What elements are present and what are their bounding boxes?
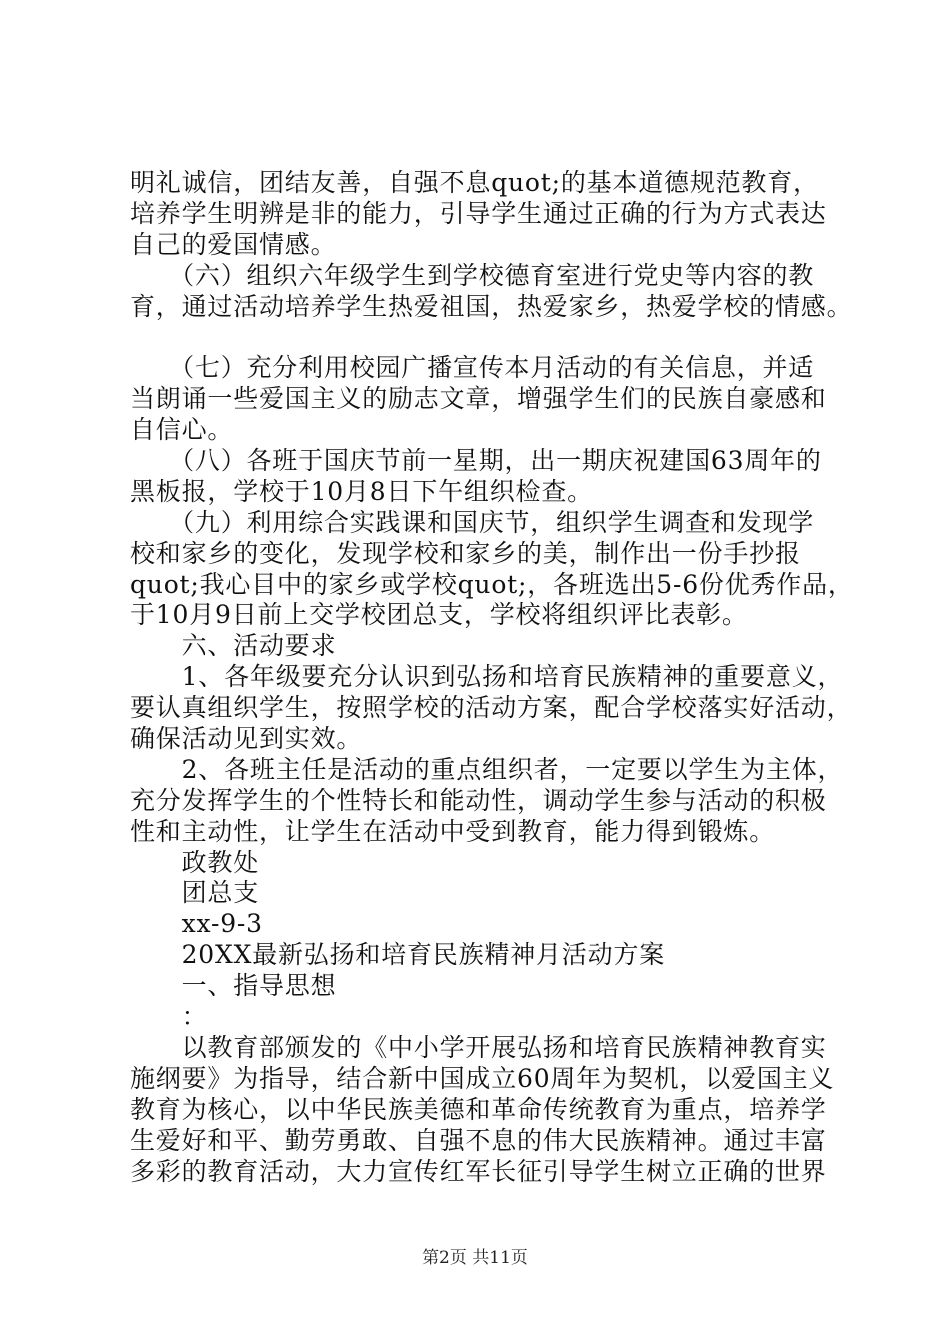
signature-date: xx-9-3 xyxy=(130,909,263,939)
text-line: 自己的爱国情感。 xyxy=(130,229,337,259)
text-line: （八）各班于国庆节前一星期，出一期庆祝建国63周年的 xyxy=(130,446,822,476)
text-line: 培养学生明辨是非的能力，引导学生通过正确的行为方式表达 xyxy=(130,198,827,228)
text-line: 黑板报，学校于10月8日下午组织检查。 xyxy=(130,476,593,506)
signature-office: 政教处 xyxy=(130,847,260,877)
section-heading: 六、活动要求 xyxy=(130,631,337,661)
blank-line xyxy=(130,322,845,353)
text-line: 确保活动见到实效。 xyxy=(130,724,363,754)
page-number-footer: 第2页 共11页 xyxy=(422,1248,528,1268)
text-line: 教育为核心，以中华民族美德和革命传统教育为重点，培养学 xyxy=(130,1094,827,1124)
document-body xyxy=(130,168,854,1187)
text-line: 育，通过活动培养学生热爱祖国，热爱家乡，热爱学校的情感。 xyxy=(130,291,853,321)
text-line: 施纲要》为指导，结合新中国成立60周年为契机，以爱国主义 xyxy=(130,1063,835,1093)
text-line: ： xyxy=(130,1002,208,1032)
text-line: 于10月9日前上交学校团总支，学校将组织评比表彰。 xyxy=(130,600,748,630)
section-heading: 一、指导思想 xyxy=(130,971,337,1001)
text-line: 自信心。 xyxy=(130,415,234,445)
text-line: 1、各年级要充分认识到弘扬和培育民族精神的重要意义， xyxy=(130,662,844,692)
text-line: 明礼诚信，团结友善，自强不息quot;的基本道德规范教育， xyxy=(130,168,819,197)
text-line: （六）组织六年级学生到学校德育室进行党史等内容的教 xyxy=(130,260,815,290)
text-line: 多彩的教育活动，大力宣传红军长征引导学生树立正确的世界 xyxy=(130,1156,827,1186)
signature-branch: 团总支 xyxy=(130,878,260,908)
text-line: quot;我心目中的家乡或学校quot;，各班选出5-6份优秀作品， xyxy=(130,569,854,599)
text-line: 生爱好和平、勤劳勇敢、自强不息的伟大民族精神。通过丰富 xyxy=(130,1125,827,1155)
text-line: 以教育部颁发的《中小学开展弘扬和培育民族精神教育实 xyxy=(130,1032,827,1062)
text-line: 校和家乡的变化，发现学校和家乡的美，制作出一份手抄报 xyxy=(130,538,801,568)
text-line: 2、各班主任是活动的重点组织者，一定要以学生为主体， xyxy=(130,754,844,784)
text-line: （九）利用综合实践课和国庆节，组织学生调查和发现学 xyxy=(130,507,815,537)
text-line: 充分发挥学生的个性特长和能动性，调动学生参与活动的积极 xyxy=(130,785,827,815)
text-line: 要认真组织学生，按照学校的活动方案，配合学校落实好活动， xyxy=(130,693,853,723)
text-line: 当朗诵一些爱国主义的励志文章，增强学生们的民族自豪感和 xyxy=(130,384,827,414)
text-line: 性和主动性，让学生在活动中受到教育，能力得到锻炼。 xyxy=(130,816,776,846)
text-line: （七）充分利用校园广播宣传本月活动的有关信息，并适 xyxy=(130,353,815,383)
document-title: 20XX最新弘扬和培育民族精神月活动方案 xyxy=(130,940,666,970)
